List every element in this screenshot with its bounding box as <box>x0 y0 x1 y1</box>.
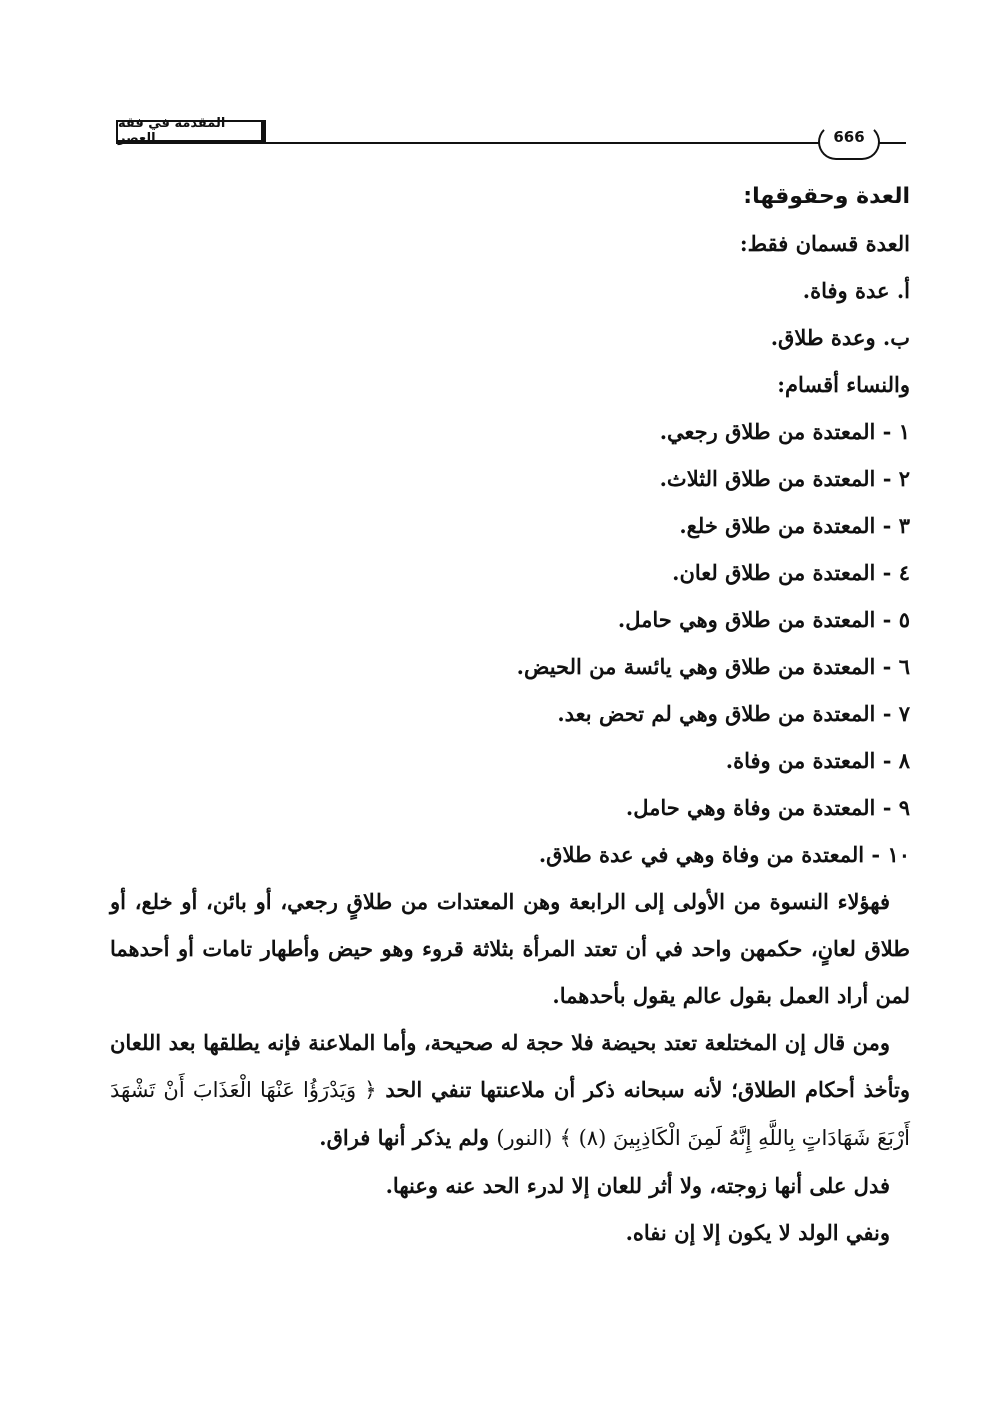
quran-verse: ﴿ وَيَدْرَؤُا عَنْهَا الْعَذَابَ أَنْ تَشْهَدَ أَرْبَعَ شَهَادَاتٍ بِاللَّهِ إِنَّهُ لَمِنَ الْكَاذِبِينَ (٨) ﴾ <box>110 1078 910 1150</box>
closing-line: فدل على أنها زوجته، ولا أثر للعان إلا لدرء الحد عنه وعنها. <box>385 1173 890 1198</box>
list-item: ١ - المعتدة من طلاق رجعي. <box>659 419 910 444</box>
type-item: أ. عدة وفاة. <box>802 278 910 303</box>
list-item: ٥ - المعتدة من طلاق وهي حامل. <box>617 607 910 632</box>
list-item: ٩ - المعتدة من وفاة وهي حامل. <box>625 795 910 820</box>
list-item: ٣ - المعتدة من طلاق خلع. <box>679 513 910 538</box>
list-item: ٦ - المعتدة من طلاق وهي يائسة من الحيض. <box>516 654 910 679</box>
book-title: المقدمة في فقه العصر <box>116 120 266 142</box>
paragraph-1: فهؤلاء النسوة من الأولى إلى الرابعة وهن المعتدات من طلاقٍ رجعي، أو بائن، أو خلع، أو طلاق لعانٍ، حكمهن واحد في أن تعتد المرأة بثلاثة قروء وهو حيض وأطهار تامات أو أحدهما لمن أراد العمل بقول عالم يقول بأحدهما. <box>110 889 910 1008</box>
paragraph-2-text: ومن قال إن المختلعة تعتد بحيضة فلا حجة له صحيحة، وأما الملاعنة فإنه يطلقها بعد اللعان وتأخذ أحكام الطلاق؛ لأنه سبحانه ذكر أن ملاعنتها تنفي الحد <box>110 1030 911 1102</box>
list-item: ٨ - المعتدة من وفاة. <box>725 748 910 773</box>
page-header <box>116 116 906 156</box>
verse-reference: (النور) <box>496 1126 553 1150</box>
paragraph-2-end: ولم يذكر أنها فراق. <box>319 1125 490 1150</box>
list-item: ٧ - المعتدة من طلاق وهي لم تحض بعد. <box>557 701 910 726</box>
closing-line: ونفي الولد لا يكون إلا إن نفاه. <box>625 1220 890 1245</box>
page-number: 666 <box>818 124 880 160</box>
intro-line: العدة قسمان فقط: <box>739 231 910 256</box>
list-item: ٢ - المعتدة من طلاق الثلاث. <box>659 466 910 491</box>
list-item: ١٠ - المعتدة من وفاة وهي في عدة طلاق. <box>538 842 910 867</box>
section-heading: العدة وحقوقها: <box>743 184 910 209</box>
type-item: ب. وعدة طلاق. <box>770 325 910 350</box>
page-content <box>110 174 910 1256</box>
women-intro-line: والنساء أقسام: <box>777 372 910 397</box>
paragraph-2 <box>110 1019 910 1162</box>
list-item: ٤ - المعتدة من طلاق لعان. <box>672 560 910 585</box>
